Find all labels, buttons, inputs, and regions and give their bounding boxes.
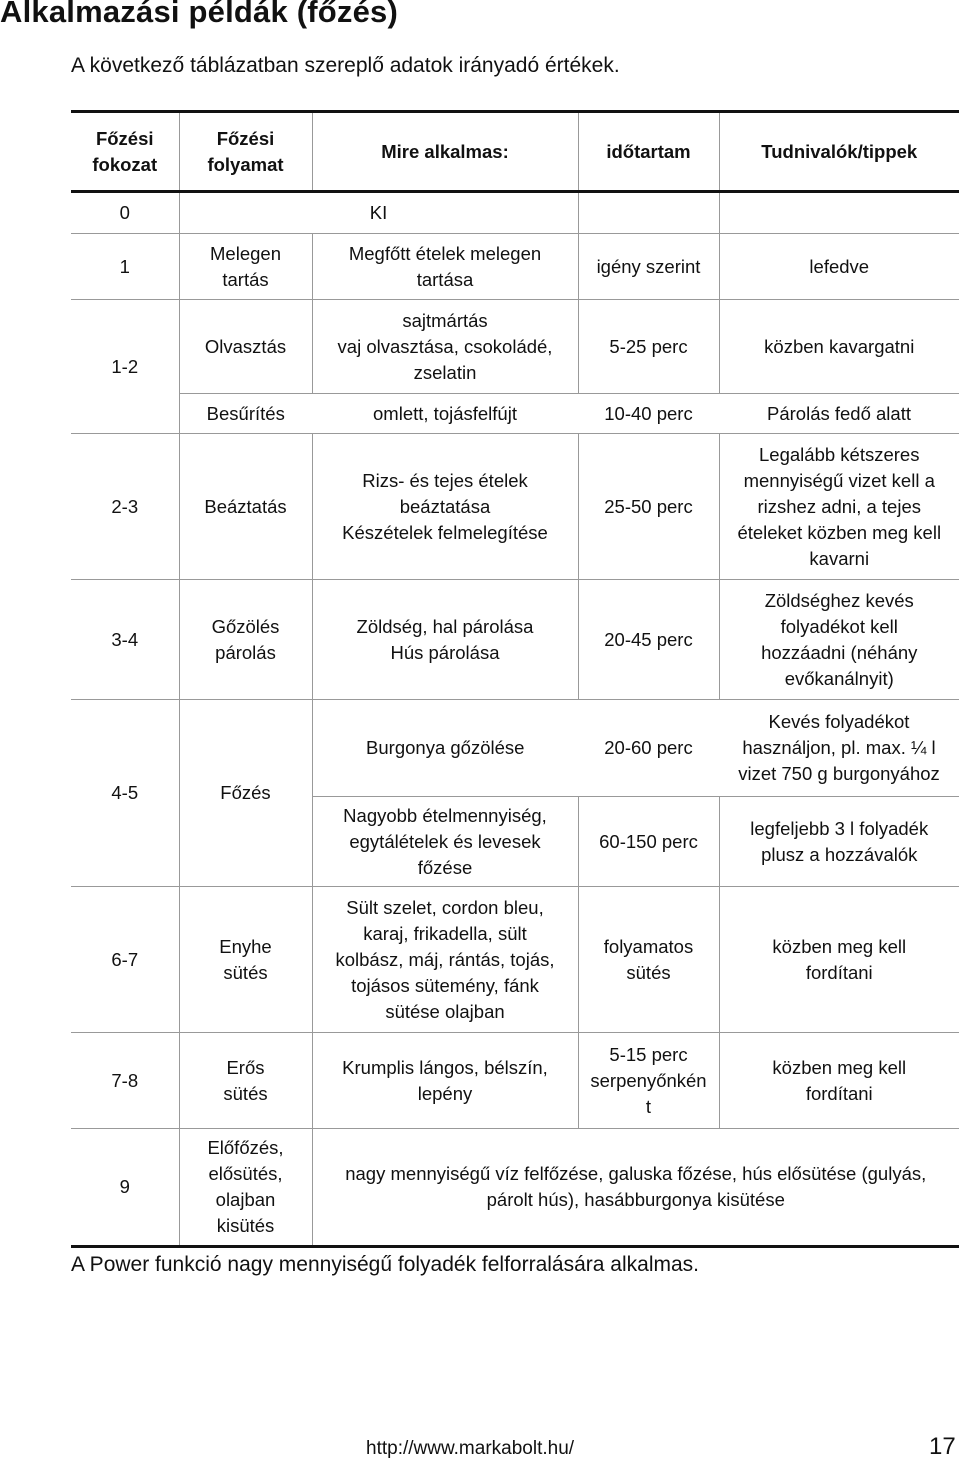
footer-url: http://www.markabolt.hu/ (366, 1438, 575, 1459)
tips-cell: Legalább kétszeres mennyiségű vizet kell a rizshez adni, a tejes ételeket közben meg kell kavarni (719, 434, 959, 580)
tips-cell: közben meg kell fordítani (719, 1033, 959, 1129)
table-row (71, 394, 959, 434)
usage-cell: Nagyobb ételmennyiség, egytálételek és levesek főzése (312, 797, 578, 887)
duration-cell: 20-60 perc (578, 700, 719, 797)
process-cell: Előfőzés, elősütés, olajban kisütés (179, 1129, 312, 1247)
level-cell: 1 (71, 234, 179, 300)
usage-cell: KI (179, 192, 578, 234)
duration-cell: 5-25 perc (578, 300, 719, 394)
table-row (71, 1129, 959, 1247)
usage-cell: nagy mennyiségű víz felfőzése, galuska főzése, hús elősütése (gulyás, párolt hús), hasábburgonya kisütése (312, 1129, 959, 1247)
header-duration: időtartam (578, 112, 719, 192)
usage-cell: omlett, tojásfelfújt (312, 394, 578, 434)
process-cell: Főzés (179, 700, 312, 887)
level-cell: 4-5 (71, 700, 179, 887)
table-row (71, 300, 959, 394)
usage-cell: Zöldség, hal párolása Hús párolása (312, 580, 578, 700)
intro-text: A következő táblázatban szereplő adatok irányadó értékek. (71, 54, 620, 77)
tips-cell: Párolás fedő alatt (719, 394, 959, 434)
page-title: Alkalmazási példák (főzés) (0, 0, 399, 29)
level-cell: 3-4 (71, 580, 179, 700)
duration-cell: 25-50 perc (578, 434, 719, 580)
usage-cell: Rizs- és tejes ételek beáztatása Készételek felmelegítése (312, 434, 578, 580)
process-cell: Enyhe sütés (179, 887, 312, 1033)
tips-cell: Zöldséghez kevés folyadékot kell hozzáadni (néhány evőkanálnyit) (719, 580, 959, 700)
usage-cell: Burgonya gőzölése (312, 700, 578, 797)
table-row (71, 192, 959, 234)
tips-cell (719, 192, 959, 234)
tips-cell: közben meg kell fordítani (719, 887, 959, 1033)
usage-cell: Sült szelet, cordon bleu, karaj, frikadella, sült kolbász, máj, rántás, tojás, tojásos sütemény, fánk sütése olajban (312, 887, 578, 1033)
duration-cell: igény szerint (578, 234, 719, 300)
duration-cell: 20-45 perc (578, 580, 719, 700)
tips-cell: Kevés folyadékot használjon, pl. max. ¼ l vizet 750 g burgonyához (719, 700, 959, 797)
table-row (71, 580, 959, 700)
duration-cell (578, 192, 719, 234)
process-cell: Melegen tartás (179, 234, 312, 300)
level-cell: 9 (71, 1129, 179, 1247)
level-cell: 2-3 (71, 434, 179, 580)
table-row (71, 434, 959, 580)
tips-cell: lefedve (719, 234, 959, 300)
tips-cell: legfeljebb 3 l folyadék plusz a hozzávalók (719, 797, 959, 887)
process-cell: Olvasztás (179, 300, 312, 394)
usage-cell: sajtmártás vaj olvasztása, csokoládé, zselatin (312, 300, 578, 394)
header-level: Főzési fokozat (71, 112, 179, 192)
table-row (71, 1033, 959, 1129)
duration-cell: 60-150 perc (578, 797, 719, 887)
usage-cell: Krumplis lángos, bélszín, lepény (312, 1033, 578, 1129)
tips-cell: közben kavargatni (719, 300, 959, 394)
level-cell: 0 (71, 192, 179, 234)
duration-cell: 10-40 perc (578, 394, 719, 434)
process-cell: Gőzölés párolás (179, 580, 312, 700)
power-note: A Power funkció nagy mennyiségű folyadék felforralására alkalmas. (71, 1253, 699, 1276)
table-row (71, 700, 959, 797)
header-process: Főzési folyamat (179, 112, 312, 192)
process-cell: Besűrítés (179, 394, 312, 434)
level-cell: 7-8 (71, 1033, 179, 1129)
header-usage: Mire alkalmas: (312, 112, 578, 192)
duration-cell: 5-15 perc serpenyőnkén t (578, 1033, 719, 1129)
duration-cell: folyamatos sütés (578, 887, 719, 1033)
level-cell: 1-2 (71, 300, 179, 434)
page-number: 17 (929, 1433, 956, 1460)
table-header-row (71, 112, 959, 192)
cooking-table (71, 110, 959, 1248)
header-tips: Tudnivalók/tippek (719, 112, 959, 192)
table-row (71, 887, 959, 1033)
process-cell: Erős sütés (179, 1033, 312, 1129)
process-cell: Beáztatás (179, 434, 312, 580)
usage-cell: Megfőtt ételek melegen tartása (312, 234, 578, 300)
level-cell: 6-7 (71, 887, 179, 1033)
table-row (71, 234, 959, 300)
